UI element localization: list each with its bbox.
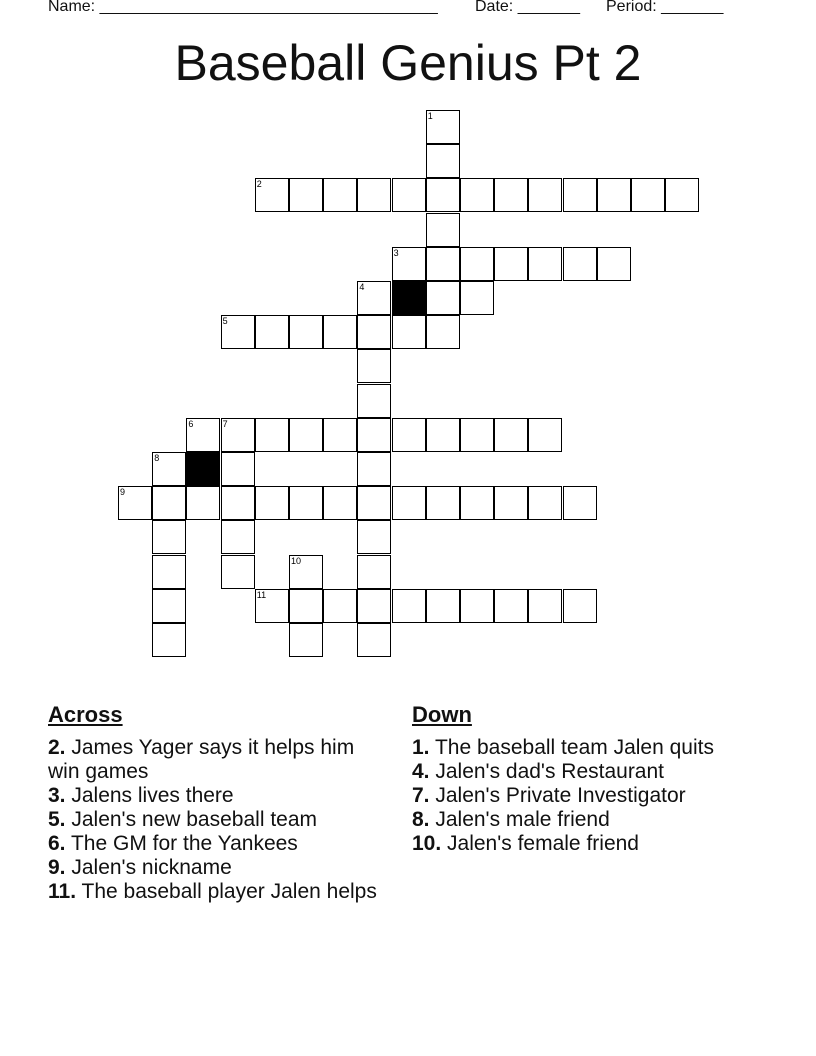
clue-text: The GM for the Yankees: [65, 832, 298, 855]
clue-number: 7.: [412, 784, 430, 807]
crossword-cell[interactable]: [528, 247, 562, 281]
crossword-cell[interactable]: [221, 555, 255, 589]
crossword-cell[interactable]: [665, 178, 699, 212]
across-heading: Across: [48, 702, 123, 727]
name-field-label: Name: ______________________________________: [48, 0, 438, 15]
clue-number: 9.: [48, 856, 66, 879]
clue-number: 8.: [412, 808, 430, 831]
clue-number: 11.: [48, 880, 77, 903]
clue-number: 5.: [48, 808, 66, 831]
crossword-cell[interactable]: [494, 178, 528, 212]
clue-number: 4.: [412, 760, 430, 783]
clue-text: Jalen's dad's Restaurant: [429, 760, 665, 783]
across-clues: [48, 702, 378, 904]
crossword-cell[interactable]: [460, 589, 494, 623]
crossword-cell[interactable]: [528, 178, 562, 212]
crossword-cell[interactable]: [426, 281, 460, 315]
crossword-cell[interactable]: [426, 418, 460, 452]
crossword-cell[interactable]: [426, 315, 460, 349]
clue-text: Jalen's Private Investigator: [429, 784, 686, 807]
crossword-cell[interactable]: [186, 486, 220, 520]
crossword-cell[interactable]: [563, 486, 597, 520]
crossword-cell[interactable]: [255, 418, 289, 452]
clue-number-label: 9: [120, 487, 126, 498]
crossword-cell[interactable]: [563, 178, 597, 212]
crossword-cell[interactable]: [426, 178, 460, 212]
down-clue: [412, 736, 752, 760]
crossword-cell[interactable]: [357, 486, 391, 520]
crossword-cell[interactable]: [563, 589, 597, 623]
crossword-cell[interactable]: [426, 247, 460, 281]
crossword-cell[interactable]: [426, 213, 460, 247]
crossword-cell[interactable]: [528, 418, 562, 452]
blocked-cell: [186, 452, 220, 486]
crossword-cell[interactable]: [392, 486, 426, 520]
across-clue: [48, 808, 378, 832]
crossword-cell[interactable]: [323, 418, 357, 452]
puzzle-title: Baseball Genius Pt 2: [174, 35, 642, 91]
blocked-cell: [392, 281, 426, 315]
crossword-cell[interactable]: [357, 520, 391, 554]
crossword-cell[interactable]: [460, 247, 494, 281]
clue-text: Jalen's female friend: [441, 832, 639, 855]
crossword-cell[interactable]: [357, 555, 391, 589]
clue-number: 10.: [412, 832, 442, 855]
clue-text: Jalen's new baseball team: [65, 808, 318, 831]
across-clue: [48, 856, 378, 880]
crossword-cell[interactable]: [255, 486, 289, 520]
crossword-cell[interactable]: [289, 623, 323, 657]
crossword-cell[interactable]: [528, 486, 562, 520]
crossword-cell[interactable]: [357, 315, 391, 349]
crossword-cell[interactable]: [152, 555, 186, 589]
down-clues: [412, 702, 752, 856]
clue-text: The baseball team Jalen quits: [429, 736, 714, 759]
crossword-cell[interactable]: [597, 247, 631, 281]
crossword-cell[interactable]: [392, 418, 426, 452]
crossword-cell[interactable]: [152, 486, 186, 520]
crossword-cell[interactable]: [392, 589, 426, 623]
crossword-cell[interactable]: [597, 178, 631, 212]
crossword-cell[interactable]: [289, 315, 323, 349]
crossword-cell[interactable]: [460, 178, 494, 212]
clue-number: 6.: [48, 832, 66, 855]
crossword-cell[interactable]: [494, 247, 528, 281]
crossword-cell[interactable]: [323, 178, 357, 212]
down-heading: Down: [412, 702, 472, 727]
crossword-cell[interactable]: [152, 623, 186, 657]
crossword-cell[interactable]: [323, 589, 357, 623]
clue-number: 2.: [48, 736, 66, 759]
clue-number-label: 4: [359, 282, 365, 292]
crossword-cell[interactable]: [528, 589, 562, 623]
crossword-cell[interactable]: [357, 418, 391, 452]
crossword-cell[interactable]: [392, 178, 426, 212]
crossword-cell[interactable]: [289, 178, 323, 212]
crossword-cell[interactable]: [221, 452, 255, 486]
date-field-label: Date: _______: [475, 0, 580, 15]
crossword-cell[interactable]: [289, 486, 323, 520]
crossword-cell[interactable]: [357, 589, 391, 623]
clue-text: Jalen's nickname: [65, 856, 232, 879]
crossword-cell[interactable]: [563, 247, 597, 281]
clue-number-label: 7: [222, 418, 228, 429]
crossword-cell[interactable]: [357, 384, 391, 418]
crossword-cell[interactable]: [494, 418, 528, 452]
down-clue: [412, 784, 752, 808]
crossword-cell[interactable]: [392, 315, 426, 349]
crossword-cell[interactable]: [631, 178, 665, 212]
crossword-cell[interactable]: [357, 452, 391, 486]
crossword-cell[interactable]: [426, 144, 460, 178]
crossword-cell[interactable]: [426, 486, 460, 520]
crossword-cell[interactable]: [152, 520, 186, 554]
clue-text: Jalen's male friend: [429, 808, 610, 831]
crossword-cell[interactable]: [494, 486, 528, 520]
crossword-cell[interactable]: [221, 520, 255, 554]
crossword-cell[interactable]: [357, 178, 391, 212]
down-clue: [412, 808, 752, 832]
crossword-cell[interactable]: [289, 589, 323, 623]
down-clue: [412, 760, 752, 784]
crossword-cell[interactable]: [357, 349, 391, 383]
clue-number-label: 10: [291, 555, 302, 566]
clue-number-label: 1: [427, 111, 433, 121]
crossword-cell[interactable]: [289, 418, 323, 452]
clue-number: 1.: [412, 736, 430, 759]
crossword-cell[interactable]: [221, 486, 255, 520]
across-clue: [48, 880, 378, 904]
clue-number-label: 8: [154, 453, 160, 463]
across-clue: [48, 784, 378, 808]
crossword-cell[interactable]: [460, 281, 494, 315]
crossword-cell[interactable]: [323, 315, 357, 349]
crossword-cell[interactable]: [460, 486, 494, 520]
clue-number: 3.: [48, 784, 66, 807]
across-clue: [48, 832, 378, 856]
crossword-cell[interactable]: [494, 589, 528, 623]
down-clue: [412, 832, 752, 856]
crossword-cell[interactable]: [323, 486, 357, 520]
crossword-cell[interactable]: [460, 418, 494, 452]
clue-number-label: 6: [188, 418, 194, 429]
clue-number-label: 5: [222, 316, 228, 327]
across-clue: [48, 736, 378, 784]
clue-text: Jalens lives there: [65, 784, 234, 807]
crossword-cell[interactable]: [255, 315, 289, 349]
crossword-cell[interactable]: [152, 589, 186, 623]
clue-text: James Yager says it helps him win games: [48, 736, 355, 783]
clue-text: The baseball player Jalen helps: [76, 880, 377, 903]
clue-number-label: 3: [393, 247, 399, 258]
crossword-cell[interactable]: [357, 623, 391, 657]
crossword-cell[interactable]: [426, 589, 460, 623]
clue-number-label: 11: [256, 589, 267, 600]
period-field-label: Period: _______: [606, 0, 724, 15]
clue-number-label: 2: [256, 179, 262, 190]
